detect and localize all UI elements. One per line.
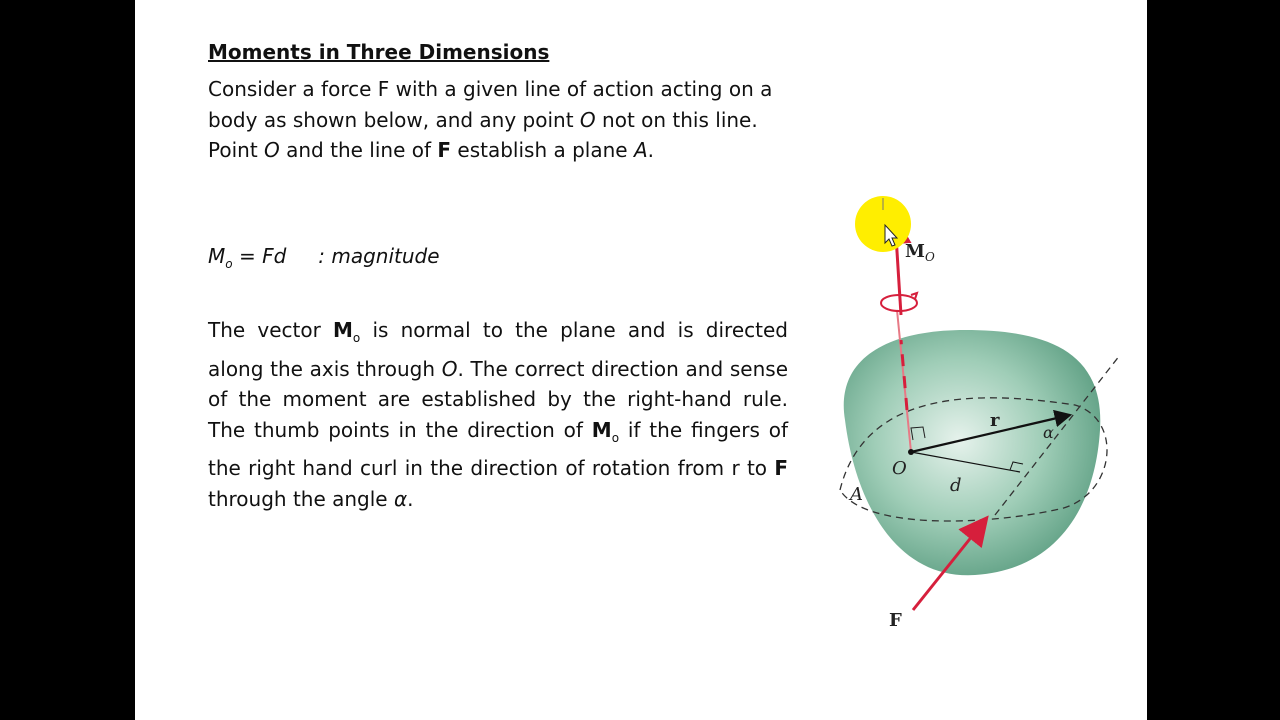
point-o-ref: O (579, 107, 596, 132)
label-a: A (850, 484, 863, 505)
moment-figure (825, 180, 1125, 640)
para1-text-2: not on this line. Point (208, 107, 758, 162)
slide-heading: Moments in Three Dimensions (208, 40, 550, 64)
para2-text-6: . (407, 486, 414, 511)
label-o: O (892, 458, 907, 479)
point-o-dot (908, 449, 914, 455)
vector-mo-ref-2: M (591, 417, 612, 442)
formula-m-subscript: o (225, 257, 233, 271)
formula-rhs: = Fd (232, 244, 287, 268)
formula-description: : magnitude (318, 244, 440, 268)
para2-text-3: . The correct direction and sense of the moment are established by the right-hand rule. The thumb points in the direction of (208, 356, 788, 442)
para1-text-5: . (647, 138, 654, 162)
vector-mo-subscript-2: o (611, 430, 620, 445)
alpha-ref: α (393, 486, 408, 511)
label-f: F (889, 610, 902, 631)
label-alpha: α (1043, 423, 1054, 442)
para2-text-2: is normal to the plane and is directed along the axis through (208, 318, 788, 381)
point-o-ref-3: O (441, 356, 458, 381)
label-r: r (990, 410, 1000, 431)
plane-a-ref: A (633, 138, 648, 162)
para2-text-5: through the angle (208, 486, 394, 511)
vector-mo-ref: M (333, 318, 353, 342)
force-f-ref: F (437, 138, 452, 162)
magnitude-formula (208, 244, 440, 271)
para1-text-4: establish a plane (451, 138, 634, 162)
formula-m: M (208, 244, 226, 268)
force-f-ref-2: F (774, 456, 788, 480)
label-mo: $M_O$ (905, 241, 935, 264)
point-o-ref-2: O (264, 138, 280, 162)
right-hand-rule-paragraph (208, 315, 788, 514)
para1-text-1: Consider a force F with a given line of action acting on a body as shown below, and any point (208, 77, 773, 132)
intro-paragraph (208, 74, 788, 166)
vector-mo-subscript: o (352, 331, 361, 345)
slide (135, 0, 1147, 720)
para2-text-4: if the fingers of the right hand curl in the direction of rotation from r to (208, 417, 788, 480)
para1-text-3: and the line of (279, 138, 438, 162)
label-d: d (950, 475, 962, 496)
para2-text-1: The vector (208, 318, 334, 342)
